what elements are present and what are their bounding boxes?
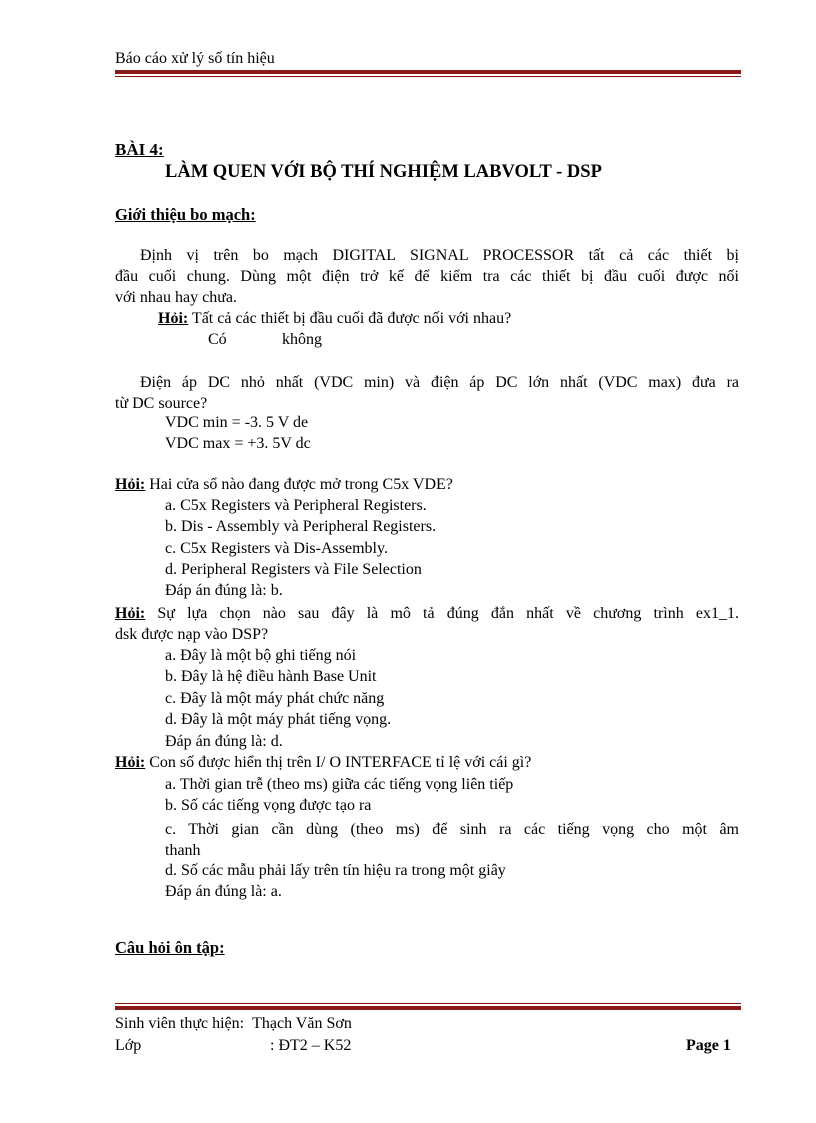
vdc-para-line2: từ DC source?: [115, 395, 208, 412]
question-1-option-b: b. Dis - Assembly và Peripheral Registers.: [165, 518, 437, 535]
question-text-line2: dsk được nạp vào DSP?: [115, 626, 269, 643]
question-3-option-c-line2: thanh: [165, 842, 201, 859]
intro-paragraph: [115, 245, 739, 308]
vdc-max: VDC max = +3. 5V dc: [165, 435, 311, 452]
question-3: [115, 754, 531, 772]
question-1-answer: Đáp án đúng là: b.: [165, 582, 283, 599]
footer-rule: [115, 1003, 741, 1010]
question-3-option-c: [165, 819, 739, 861]
question-3-option-d: d. Số các mẫu phải lấy trên tín hiệu ra trong một giây: [165, 862, 506, 879]
question-1-option-a: a. C5x Registers và Peripheral Registers.: [165, 497, 427, 514]
question-2-option-a: a. Đây là một bộ ghi tiếng nói: [165, 647, 357, 664]
question-2-answer: Đáp án đúng là: d.: [165, 733, 283, 750]
question-label: Hỏi:: [158, 310, 189, 327]
footer-class-value: : ĐT2 – K52: [270, 1037, 352, 1054]
vdc-paragraph: [115, 372, 739, 414]
lesson-label: BÀI 4:: [115, 140, 164, 159]
question-text: Con số được hiển thị trên I/ O INTERFACE tỉ lệ với cái gì?: [145, 754, 532, 771]
vdc-para-line1: Điện áp DC nhỏ nhất (VDC min) và điện áp DC lớn nhất (VDC max) đưa ra: [140, 374, 739, 391]
question-3-answer: Đáp án đúng là: a.: [165, 883, 282, 900]
lesson-title: LÀM QUEN VỚI BỘ THÍ NGHIỆM LABVOLT - DSP: [165, 162, 602, 182]
intro-para-line1: Định vị trên bo mạch DIGITAL SIGNAL PROCESSOR tất cả các thiết bị: [140, 247, 739, 264]
intro-heading: Giới thiệu bo mạch:: [115, 205, 256, 224]
question-3-option-b: b. Số các tiếng vọng được tạo ra: [165, 797, 372, 814]
question-1: [115, 476, 453, 494]
page-header: Báo cáo xử lý số tín hiệu: [115, 50, 275, 67]
question-1-option-c: c. C5x Registers và Dis-Assembly.: [165, 540, 388, 557]
vdc-min: VDC min = -3. 5 V de: [165, 414, 309, 431]
footer-student: [115, 1015, 352, 1033]
question-2: [115, 603, 739, 645]
question-connected: [158, 310, 511, 328]
question-2-option-d: d. Đây là một máy phát tiếng vọng.: [165, 711, 392, 728]
student-name: Thạch Văn Sơn: [252, 1015, 352, 1032]
question-text: Sự lựa chọn nào sau đây là mô tả đúng đắn nhất về chương trình ex1_1.: [145, 605, 739, 622]
question-3-option-a: a. Thời gian trễ (theo ms) giữa các tiếng vọng liên tiếp: [165, 776, 514, 793]
question-label: Hỏi:: [115, 476, 146, 493]
question-2-option-b: b. Đây là hệ điều hành Base Unit: [165, 668, 377, 685]
intro-para-line2: đầu cuối chung. Dùng một điện trở kế để kiểm tra các thiết bị đầu cuối được nối: [115, 268, 739, 285]
question-3-option-c-line1: c. Thời gian cần dùng (theo ms) để sinh ra các tiếng vọng cho một âm: [165, 821, 739, 838]
option-yes: Có: [208, 331, 227, 348]
intro-para-line3: với nhau hay chưa.: [115, 289, 237, 306]
header-rule: [115, 70, 741, 77]
student-label: Sinh viên thực hiện:: [115, 1015, 245, 1032]
question-2-option-c: c. Đây là một máy phát chức năng: [165, 690, 385, 707]
question-1-option-d: d. Peripheral Registers và File Selection: [165, 561, 422, 578]
question-text: Tất cả các thiết bị đầu cuối đã được nối với nhau?: [188, 310, 512, 327]
question-label: Hỏi:: [115, 605, 146, 622]
question-text: Hai cửa sổ nào đang được mở trong C5x VDE?: [145, 476, 453, 493]
page-number: Page 1: [686, 1037, 731, 1054]
question-label: Hỏi:: [115, 754, 146, 771]
review-heading: Câu hỏi ôn tập:: [115, 938, 225, 957]
footer-class-label: Lớp: [115, 1037, 142, 1054]
option-no: không: [282, 331, 322, 348]
